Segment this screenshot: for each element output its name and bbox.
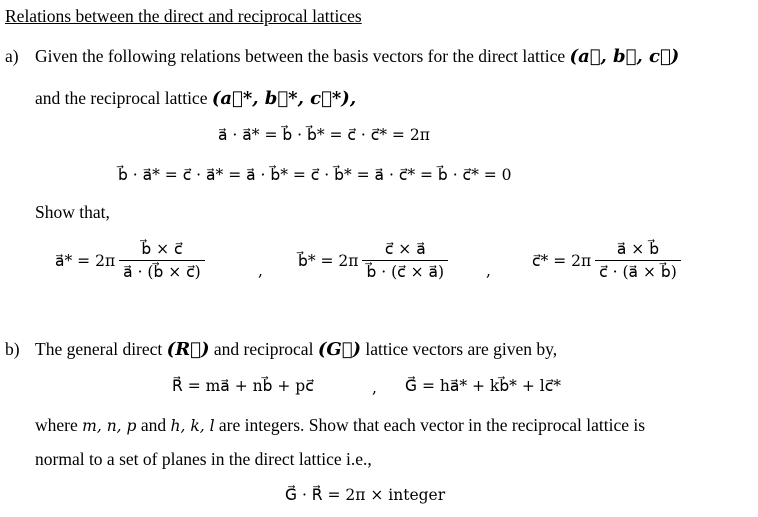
fraction-lhs: c⃗* = 2π <box>532 251 592 270</box>
fraction-lhs: a⃗* = 2π <box>55 251 116 270</box>
page-title: Relations between the direct and reciprocal lattices <box>5 6 362 26</box>
fraction-a-star <box>55 240 205 281</box>
part-b-line3: normal to a set of planes in the direct lattice i.e., <box>35 449 372 469</box>
final-equation: G⃗ · R⃗ = 2π × integer <box>285 486 446 504</box>
fraction-lhs: b⃗* = 2π <box>298 251 359 270</box>
reciprocal-indices: h, k, l <box>170 417 215 435</box>
fraction-numerator: c⃗ × a⃗ <box>384 240 426 258</box>
direct-basis: (a⃗, b⃗, c⃗) <box>569 46 680 67</box>
reciprocal-vector-symbol: (G⃗) <box>317 339 362 360</box>
fraction-denominator: c⃗ · (a⃗ × b⃗) <box>595 260 681 281</box>
part-b-text: and <box>140 415 167 435</box>
part-b-text: are integers. Show that each vector in the reciprocal lattice is <box>218 415 646 435</box>
equation-G: G⃗ = ha⃗* + kb⃗* + lc⃗* <box>405 377 561 395</box>
separator: , <box>258 262 263 280</box>
part-b-text: where <box>35 415 78 435</box>
fraction-denominator: b⃗ · (c⃗ × a⃗) <box>362 260 448 281</box>
part-a-line1 <box>35 46 679 67</box>
part-a-text-2: and the reciprocal lattice <box>35 88 208 108</box>
part-b-label: b) <box>5 339 20 359</box>
fraction-b-star <box>298 240 448 281</box>
fraction-numerator: b⃗ × c⃗ <box>141 240 183 258</box>
part-a-line2 <box>35 88 356 109</box>
equation-R: R⃗ = ma⃗ + nb⃗ + pc⃗ <box>172 377 314 395</box>
fraction-denominator: a⃗ · (b⃗ × c⃗) <box>119 260 205 281</box>
separator: , <box>372 379 377 397</box>
equation-dot-zero: b⃗ · a⃗* = c⃗ · a⃗* = a⃗ · b⃗* = c⃗ · b⃗* = a⃗ · c⃗* = b⃗ · c⃗* = 0 <box>118 166 512 184</box>
reciprocal-basis: (a⃗*, b⃗*, c⃗*), <box>211 88 357 109</box>
direct-vector-symbol: (R⃗) <box>166 339 210 360</box>
fraction-numerator: a⃗ × b⃗ <box>616 240 660 258</box>
part-b-text: The general direct <box>35 339 163 359</box>
separator: , <box>486 262 491 280</box>
part-b-line2 <box>35 415 645 436</box>
part-b-text: lattice vectors are given by, <box>365 339 558 359</box>
part-b-text: and reciprocal <box>213 339 314 359</box>
part-a-text: Given the following relations between the basis vectors for the direct lattice <box>35 46 566 66</box>
fraction-c-star <box>532 240 681 281</box>
part-b-line1 <box>35 339 557 360</box>
equation-dot-2pi: a⃗ · a⃗* = b⃗ · b⃗* = c⃗ · c⃗* = 2π <box>218 126 430 144</box>
part-a-label: a) <box>5 46 19 66</box>
show-that: Show that, <box>35 202 110 222</box>
direct-indices: m, n, p <box>82 417 137 435</box>
